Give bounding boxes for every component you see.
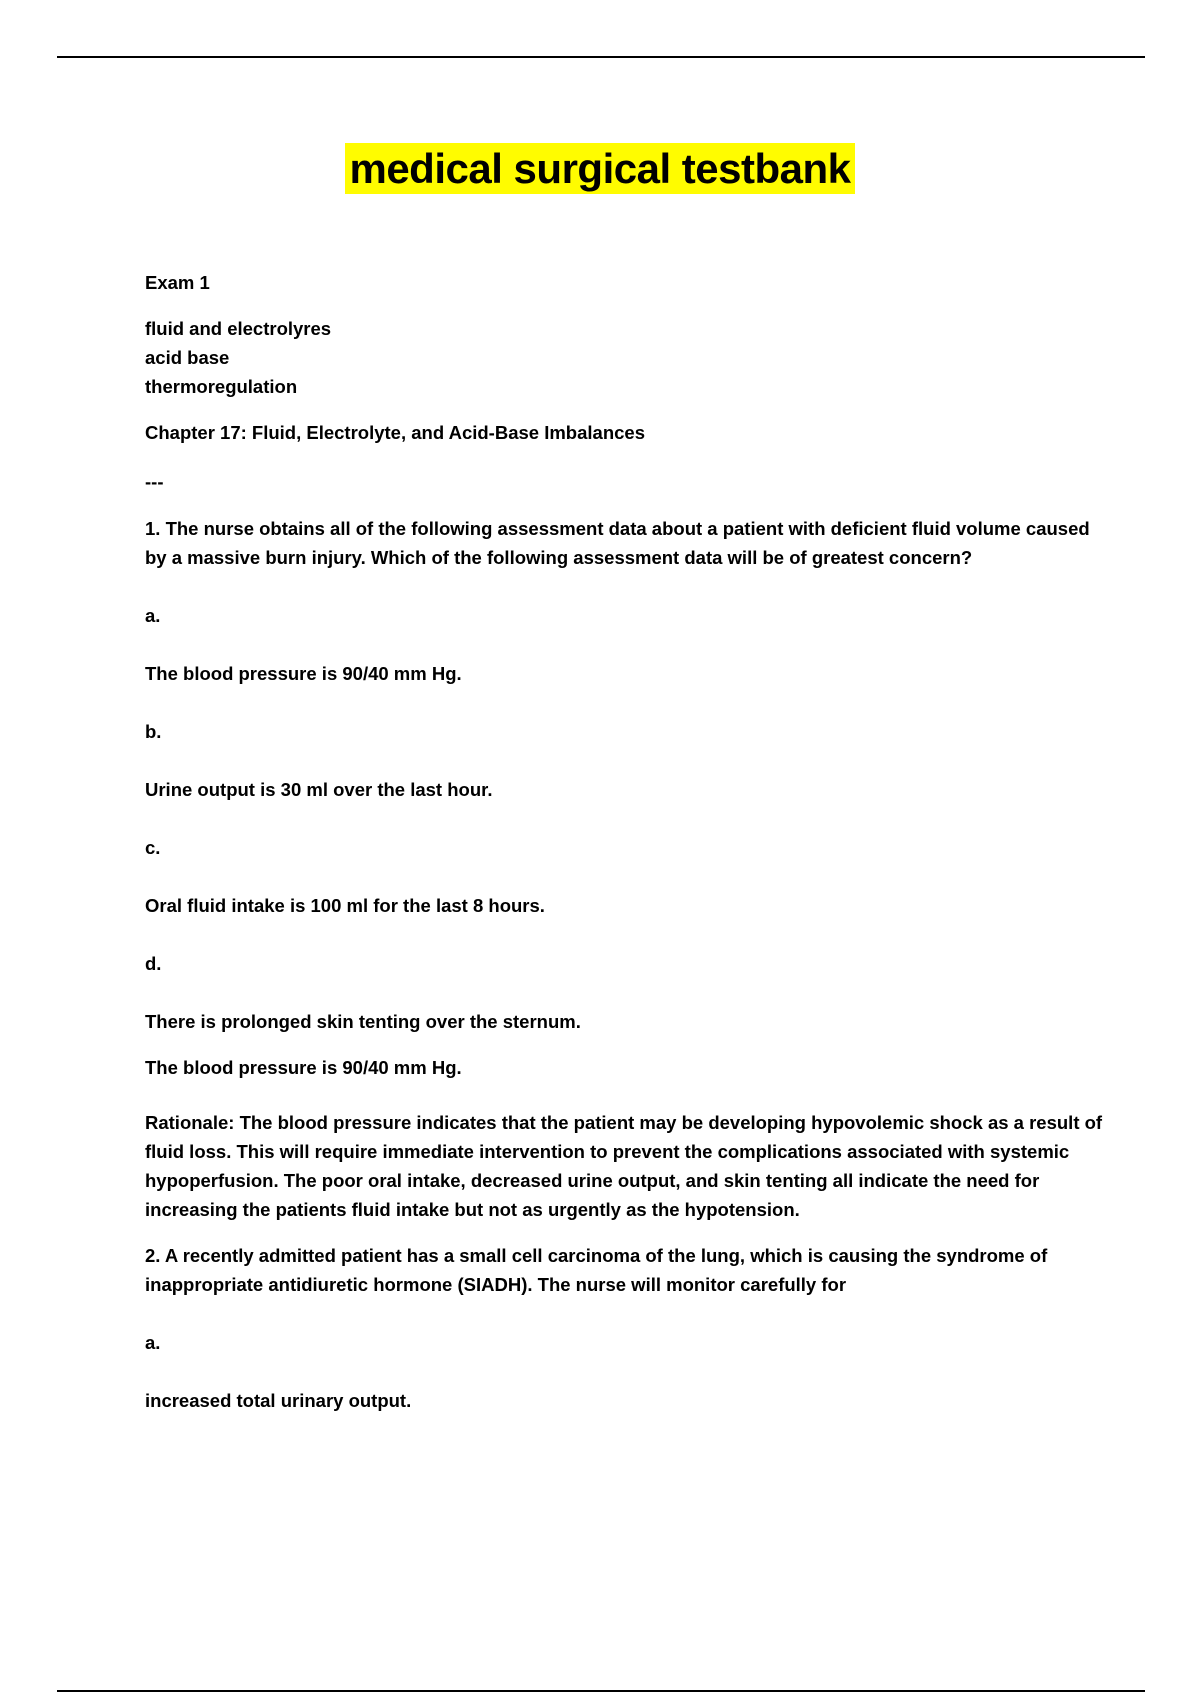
exam-label: Exam 1	[145, 272, 210, 293]
option-text: Oral fluid intake is 100 ml for the last 8 hours.	[145, 895, 545, 916]
option-letter: a.	[145, 605, 161, 626]
option-letter: b.	[145, 721, 162, 742]
option-letter: c.	[145, 837, 161, 858]
option-text: Urine output is 30 ml over the last hour.	[145, 779, 493, 800]
topic-item: thermoregulation	[145, 376, 298, 397]
separator: ---	[145, 471, 164, 492]
answer-text: The blood pressure is 90/40 mm Hg.	[145, 1057, 462, 1078]
header-rule	[57, 56, 1145, 58]
option-text: There is prolonged skin tenting over the sternum.	[145, 1011, 581, 1032]
topic-item: fluid and electrolyres	[145, 318, 332, 339]
document-body	[145, 268, 1105, 1415]
option-text: The blood pressure is 90/40 mm Hg.	[145, 663, 462, 684]
question-stem: 2. A recently admitted patient has a small cell carcinoma of the lung, which is causing the syndrome of inappropriate antidiuretic hormone (SIADH). The nurse will monitor carefully for	[145, 1245, 1048, 1295]
page-title	[0, 145, 1200, 193]
option-letter: a.	[145, 1332, 161, 1353]
question-stem: 1. The nurse obtains all of the following assessment data about a patient with deficient fluid volume caused by a massive burn injury. Which of the following assessment data will be of greatest concern?	[145, 518, 1090, 568]
footer-rule	[57, 1690, 1145, 1692]
topic-item: acid base	[145, 347, 230, 368]
rationale-text: Rationale: The blood pressure indicates that the patient may be developing hypovolemic shock as a result of fluid loss. This will require immediate intervention to prevent the complications associated with systemic hypoperfusion. The poor oral intake, decreased urine output, and skin tenting all indicate the need for increasing the patients fluid intake but not as urgently as the hypotension.	[145, 1112, 1103, 1220]
page-title-text: medical surgical testbank	[345, 143, 854, 194]
chapter-heading: Chapter 17: Fluid, Electrolyte, and Acid-Base Imbalances	[145, 422, 645, 443]
option-text: increased total urinary output.	[145, 1390, 412, 1411]
option-letter: d.	[145, 953, 162, 974]
